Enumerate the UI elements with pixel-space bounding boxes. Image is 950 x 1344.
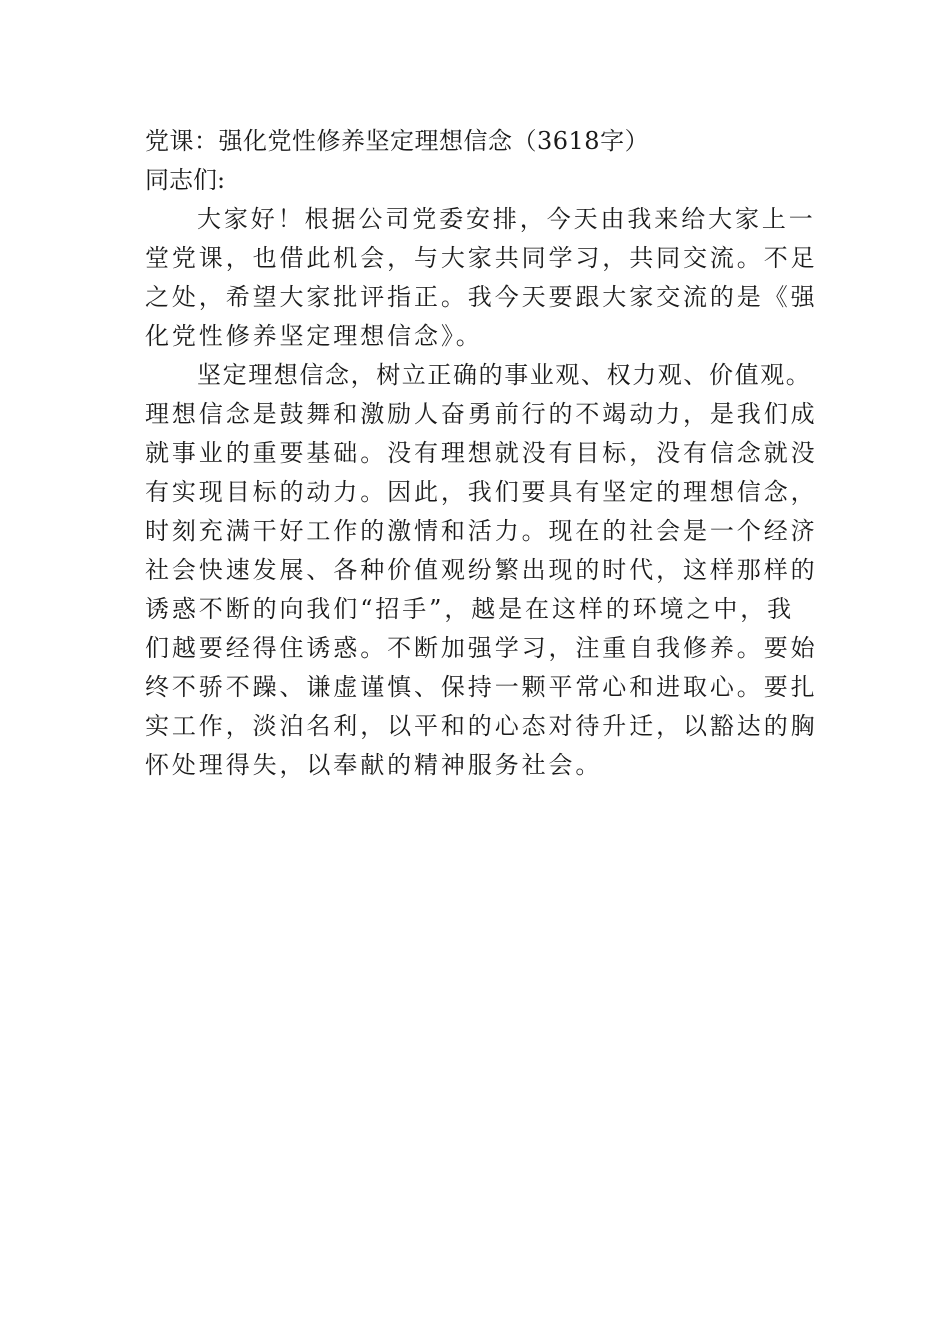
document-body <box>145 122 865 785</box>
paragraph-line: 有实现目标的动力。因此，我们要具有坚定的理想信念， <box>145 478 818 506</box>
paragraph-line: 怀处理得失，以奉献的精神服务社会。 <box>145 751 603 779</box>
paragraph-line: 堂党课，也借此机会，与大家共同学习，共同交流。不足 <box>145 244 818 272</box>
paragraph-2 <box>145 356 865 785</box>
paragraph-1 <box>145 200 865 356</box>
paragraph-line: 理想信念是鼓舞和激励人奋勇前行的不竭动力，是我们成 <box>145 400 818 428</box>
paragraph-line: 化党性修养坚定理想信念》。 <box>145 322 483 350</box>
paragraph-line: 实工作，淡泊名利，以平和的心态对待升迁，以豁达的胸 <box>145 712 818 740</box>
paragraph-line: 们越要经得住诱惑。不断加强学习，注重自我修养。要始 <box>145 634 818 662</box>
paragraph-line: 诱惑不断的向我们“招手”，越是在这样的环境之中，我 <box>145 595 795 623</box>
paragraph-line: 坚定理想信念，树立正确的事业观、权力观、价值观。 <box>197 361 812 389</box>
paragraph-line: 时刻充满干好工作的激情和活力。现在的社会是一个经济 <box>145 517 818 545</box>
salutation: 同志们: <box>145 166 226 194</box>
document-title: 党课：强化党性修养坚定理想信念（3618字） <box>145 127 650 155</box>
paragraph-line: 就事业的重要基础。没有理想就没有目标，没有信念就没 <box>145 439 818 467</box>
paragraph-line: 大家好！根据公司党委安排，今天由我来给大家上一 <box>197 205 816 233</box>
paragraph-line: 终不骄不躁、谦虚谨慎、保持一颗平常心和进取心。要扎 <box>145 673 818 701</box>
paragraph-line: 社会快速发展、各种价值观纷繁出现的时代，这样那样的 <box>145 556 818 584</box>
paragraph-line: 之处，希望大家批评指正。我今天要跟大家交流的是《强 <box>145 283 818 311</box>
